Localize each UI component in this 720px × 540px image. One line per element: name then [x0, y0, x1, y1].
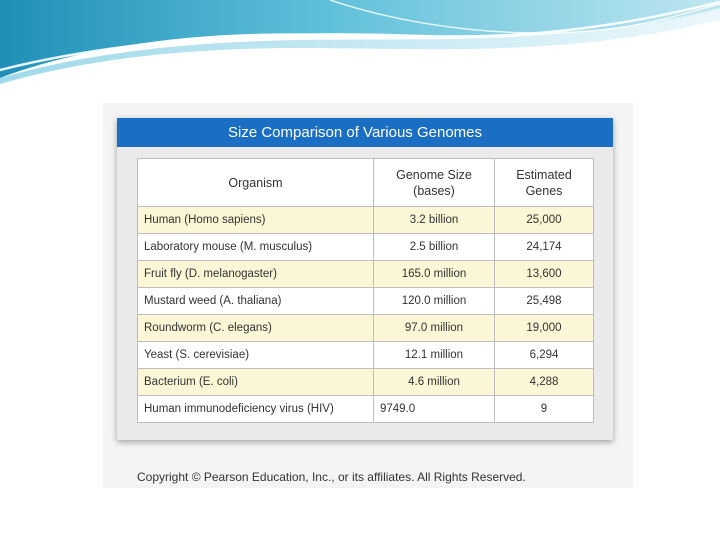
table-row: [138, 261, 594, 288]
genome-size-cell: 120.0 million: [374, 288, 495, 315]
organism-cell: Human (Homo sapiens): [138, 207, 374, 234]
table-header-row: [138, 159, 594, 207]
slide-header-swoosh: [0, 0, 720, 120]
genes-cell: 6,294: [495, 342, 594, 369]
table-title: Size Comparison of Various Genomes: [117, 118, 613, 147]
genome-size-cell: 97.0 million: [374, 315, 495, 342]
table-row: [138, 288, 594, 315]
genome-size-cell: 4.6 million: [374, 369, 495, 396]
organism-cell: Laboratory mouse (M. musculus): [138, 234, 374, 261]
table-row: [138, 207, 594, 234]
genes-cell: 24,174: [495, 234, 594, 261]
header-estimated-genes: Estimated Genes: [495, 159, 594, 207]
genes-cell: 9: [495, 396, 594, 423]
table-row: [138, 234, 594, 261]
organism-cell: Yeast (S. cerevisiae): [138, 342, 374, 369]
genes-cell: 19,000: [495, 315, 594, 342]
genome-size-cell: 2.5 billion: [374, 234, 495, 261]
organism-cell: Fruit fly (D. melanogaster): [138, 261, 374, 288]
organism-cell: Mustard weed (A. thaliana): [138, 288, 374, 315]
genome-size-cell: 12.1 million: [374, 342, 495, 369]
genome-size-cell: 165.0 million: [374, 261, 495, 288]
table-row: [138, 396, 594, 423]
genes-cell: 25,498: [495, 288, 594, 315]
organism-cell: Bacterium (E. coli): [138, 369, 374, 396]
table-row: [138, 369, 594, 396]
genome-size-cell: 9749.0: [374, 396, 495, 423]
table-row: [138, 342, 594, 369]
genome-table-card: [117, 118, 613, 440]
header-organism: Organism: [138, 159, 374, 207]
header-genome-size: Genome Size (bases): [374, 159, 495, 207]
genome-size-table: [137, 158, 594, 423]
copyright-notice: Copyright © Pearson Education, Inc., or its affiliates. All Rights Reserved.: [137, 470, 526, 484]
genes-cell: 13,600: [495, 261, 594, 288]
genome-size-cell: 3.2 billion: [374, 207, 495, 234]
table-row: [138, 315, 594, 342]
genes-cell: 25,000: [495, 207, 594, 234]
organism-cell: Roundworm (C. elegans): [138, 315, 374, 342]
genes-cell: 4,288: [495, 369, 594, 396]
organism-cell: Human immunodeficiency virus (HIV): [138, 396, 374, 423]
